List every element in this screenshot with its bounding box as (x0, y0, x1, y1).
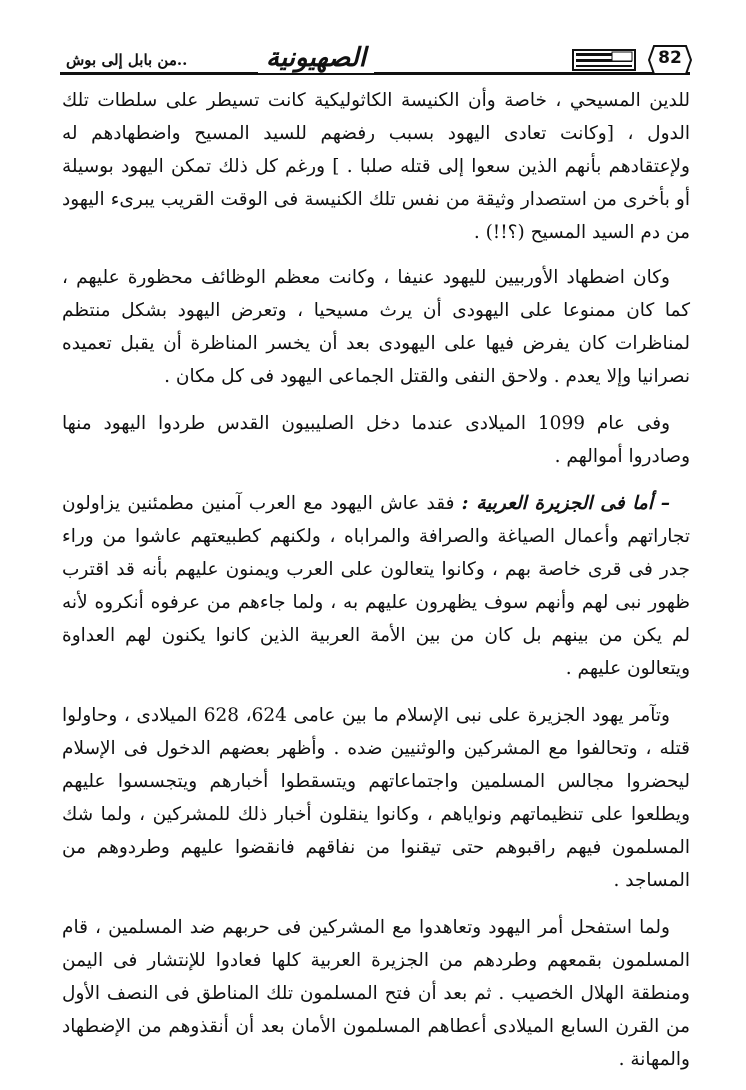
page-header (60, 45, 690, 79)
paragraph-4 (62, 487, 690, 685)
paragraph-3 (62, 407, 690, 473)
section-lead: – أما فى الجزيرة العربية : (461, 493, 670, 514)
paragraph-text: للدين المسيحي ، خاصة وأن الكنيسة الكاثوليكية كانت تسيطر على سلطات تلك الدول ، [وكانت تعادى اليهود بسبب رفضهم للسيد المسيح واضطهادهم له ولإعتقادهم بأنهم الذين سعوا إلى قتله صلبا . ] ورغم كل ذلك تمكن اليهود بوسيلة أو بأخرى من استصدار وثيقة من نفس تلك الكنيسة فى الوقت القريب يبرىء اليهود من دم السيد المسيح (؟!!) . (62, 90, 690, 243)
page-number: 82 (658, 48, 682, 68)
paragraph-1 (62, 84, 690, 249)
paragraph-5 (62, 699, 690, 897)
paragraph-text: وكان اضطهاد الأوربيين لليهود عنيفا ، وكانت معظم الوظائف محظورة عليهم ، كما كان ممنوعا على اليهودى أن يرث مسيحيا ، وتعرض اليهود بشكل منتظم لمناظرات كان يفرض فيها على اليهودى بعد أن يخسر المناظرة أن يقبل تعميده نصرانيا وإلا يعدم . ولاحق النفى والقتل الجماعى اليهود فى كل مكان . (62, 267, 690, 387)
page-body (62, 84, 690, 1090)
flag-icon (572, 47, 636, 73)
paragraph-6 (62, 911, 690, 1076)
book-subtitle: ..من بابل إلى بوش (64, 51, 193, 69)
book-title: الصهيونية (258, 43, 374, 73)
paragraph-2 (62, 261, 690, 393)
page-number-box (648, 45, 692, 75)
paragraph-text: وفى عام 1099 الميلادى عندما دخل الصليبيون القدس طردوا اليهود منها وصادروا أموالهم . (62, 413, 690, 467)
paragraph-text: فقد عاش اليهود مع العرب آمنين مطمئنين يزاولون تجاراتهم وأعمال الصياغة والصرافة والمراباه ، ولكنهم كطبيعتهم عاشوا من وراء جدر فى قرى خاصة بهم ، وكانوا يتعالون على العرب ويمنون عليهم بأنه قد اقترب ظهور نبى لهم وأنهم سوف يظهرون عليهم به ، ولما جاءهم من عرفوه أنكروه لأنه لم يكن من بينهم بل كان من بين الأمة العربية الذين كانوا يكنون لهم العداوة ويتعالون عليهم . (62, 493, 690, 679)
paragraph-text: ولما استفحل أمر اليهود وتعاهدوا مع المشركين فى حربهم ضد المسلمين ، قام المسلمون بقمعهم وطردهم من الجزيرة العربية كلها فعادوا للإنتشار فى اليمن ومنطقة الهلال الخصيب . ثم بعد أن فتح المسلمون تلك المناطق فى النصف الأول من القرن السابع الميلادى أعطاهم المسلمون الأمان بعد أن أنقذوهم من الإضطهاد والمهانة . (62, 917, 690, 1070)
paragraph-text: وتآمر يهود الجزيرة على نبى الإسلام ما بين عامى 624، 628 الميلادى ، وحاولوا قتله ، وتحالفوا مع المشركين والوثنيين ضده . وأظهر بعضهم الدخول فى الإسلام ليحضروا مجالس المسلمين واجتماعاتهم ويتسقطوا أخبارهم ويتجسسوا عليهم ويطلعوا على تنظيماتهم ونواياهم ، وكانوا ينقلون أخبار ذلك للمشركين ، ولما شك المسلمون فيهم راقبوهم حتى تيقنوا من نفاقهم فانقضوا عليهم وطردوهم من المساجد . (62, 705, 690, 891)
